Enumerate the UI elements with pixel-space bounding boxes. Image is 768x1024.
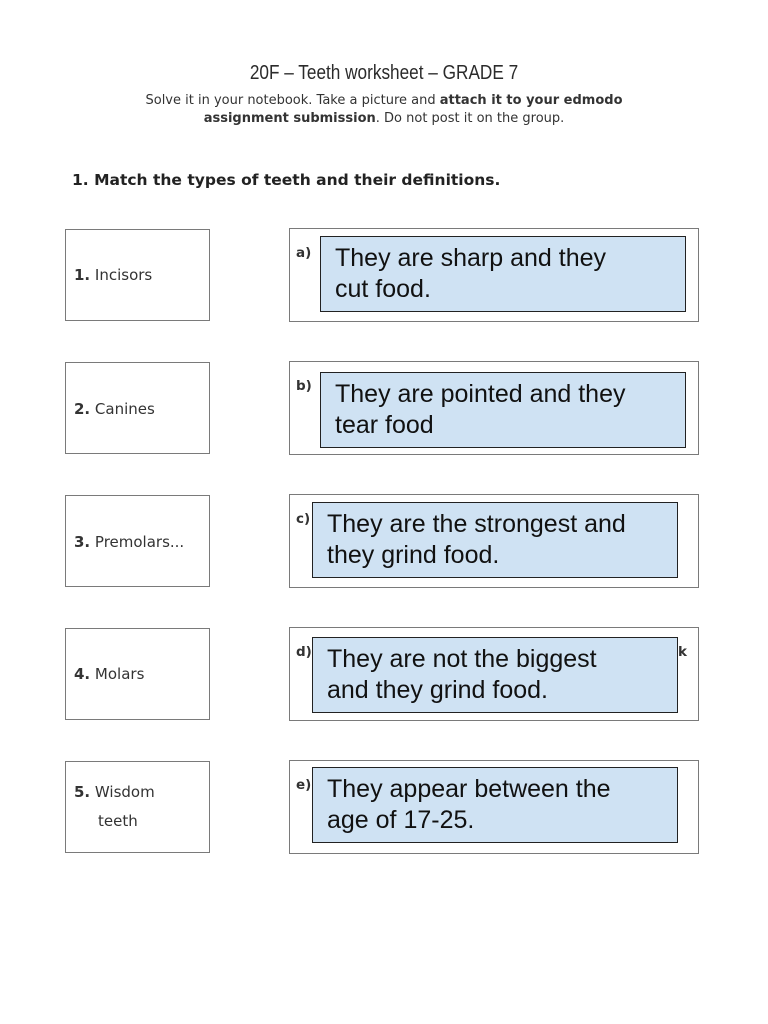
definition-card [320,372,686,448]
definition-line-2: age of 17-25. [327,806,475,834]
instruction-text: . Do not post it on the group. [375,111,565,126]
definition-letter: e) [296,777,312,793]
tooth-number: 2. [74,400,91,418]
tooth-name: Wisdom [94,783,155,801]
definition-box [289,361,699,455]
definition-line-2: cut food. [335,275,431,303]
definition-card [312,637,678,713]
definition-card [312,767,678,843]
definition-card [312,502,678,578]
tooth-type-label [74,778,155,807]
tooth-type-box [65,495,210,587]
tooth-name-line-2: teeth [98,812,138,830]
definition-letter: b) [296,378,312,394]
tooth-name: Premolars... [94,533,185,551]
definition-line-1: They are sharp and they [335,244,606,272]
tooth-number: 4. [74,665,91,683]
definition-box [289,760,699,854]
definition-letter: c) [296,511,311,527]
definition-line-2: they grind food. [327,541,500,569]
tooth-number: 3. [74,533,91,551]
instruction-bold: assignment submission [203,111,376,126]
instruction-text: Solve it in your notebook. Take a picture and [145,93,440,108]
definition-line-1: They are pointed and they [335,380,626,408]
tooth-type-box [65,761,210,853]
tooth-type-label [74,261,152,290]
definition-card [320,236,686,312]
definition-trailing-text: k [678,644,687,660]
tooth-type-box [65,362,210,454]
definition-line-1: They are not the biggest [327,645,597,673]
definition-line-2: tear food [335,411,434,439]
tooth-name: Canines [94,400,155,418]
tooth-type-label [74,528,184,557]
tooth-name: Molars [94,665,145,683]
tooth-type-label [74,395,155,424]
definition-box [289,494,699,588]
tooth-number: 5. [74,783,91,801]
tooth-type-box [65,628,210,720]
tooth-type-label [74,660,144,689]
worksheet-title: 20F – Teeth worksheet – GRADE 7 [249,62,519,84]
tooth-number: 1. [74,266,91,284]
definition-line-1: They are the strongest and [327,510,626,538]
instruction-line-2 [0,111,768,126]
instruction-bold: attach it to your edmodo [439,93,623,108]
tooth-type-box [65,229,210,321]
definition-letter: a) [296,245,312,261]
tooth-name: Incisors [94,266,153,284]
definition-letter: d) [296,644,312,660]
definition-line-2: and they grind food. [327,676,548,704]
instruction-line-1 [0,93,768,108]
question-heading: 1. Match the types of teeth and their definitions. [72,171,501,189]
definition-line-1: They appear between the [327,775,611,803]
definition-box [289,228,699,322]
definition-box [289,627,699,721]
